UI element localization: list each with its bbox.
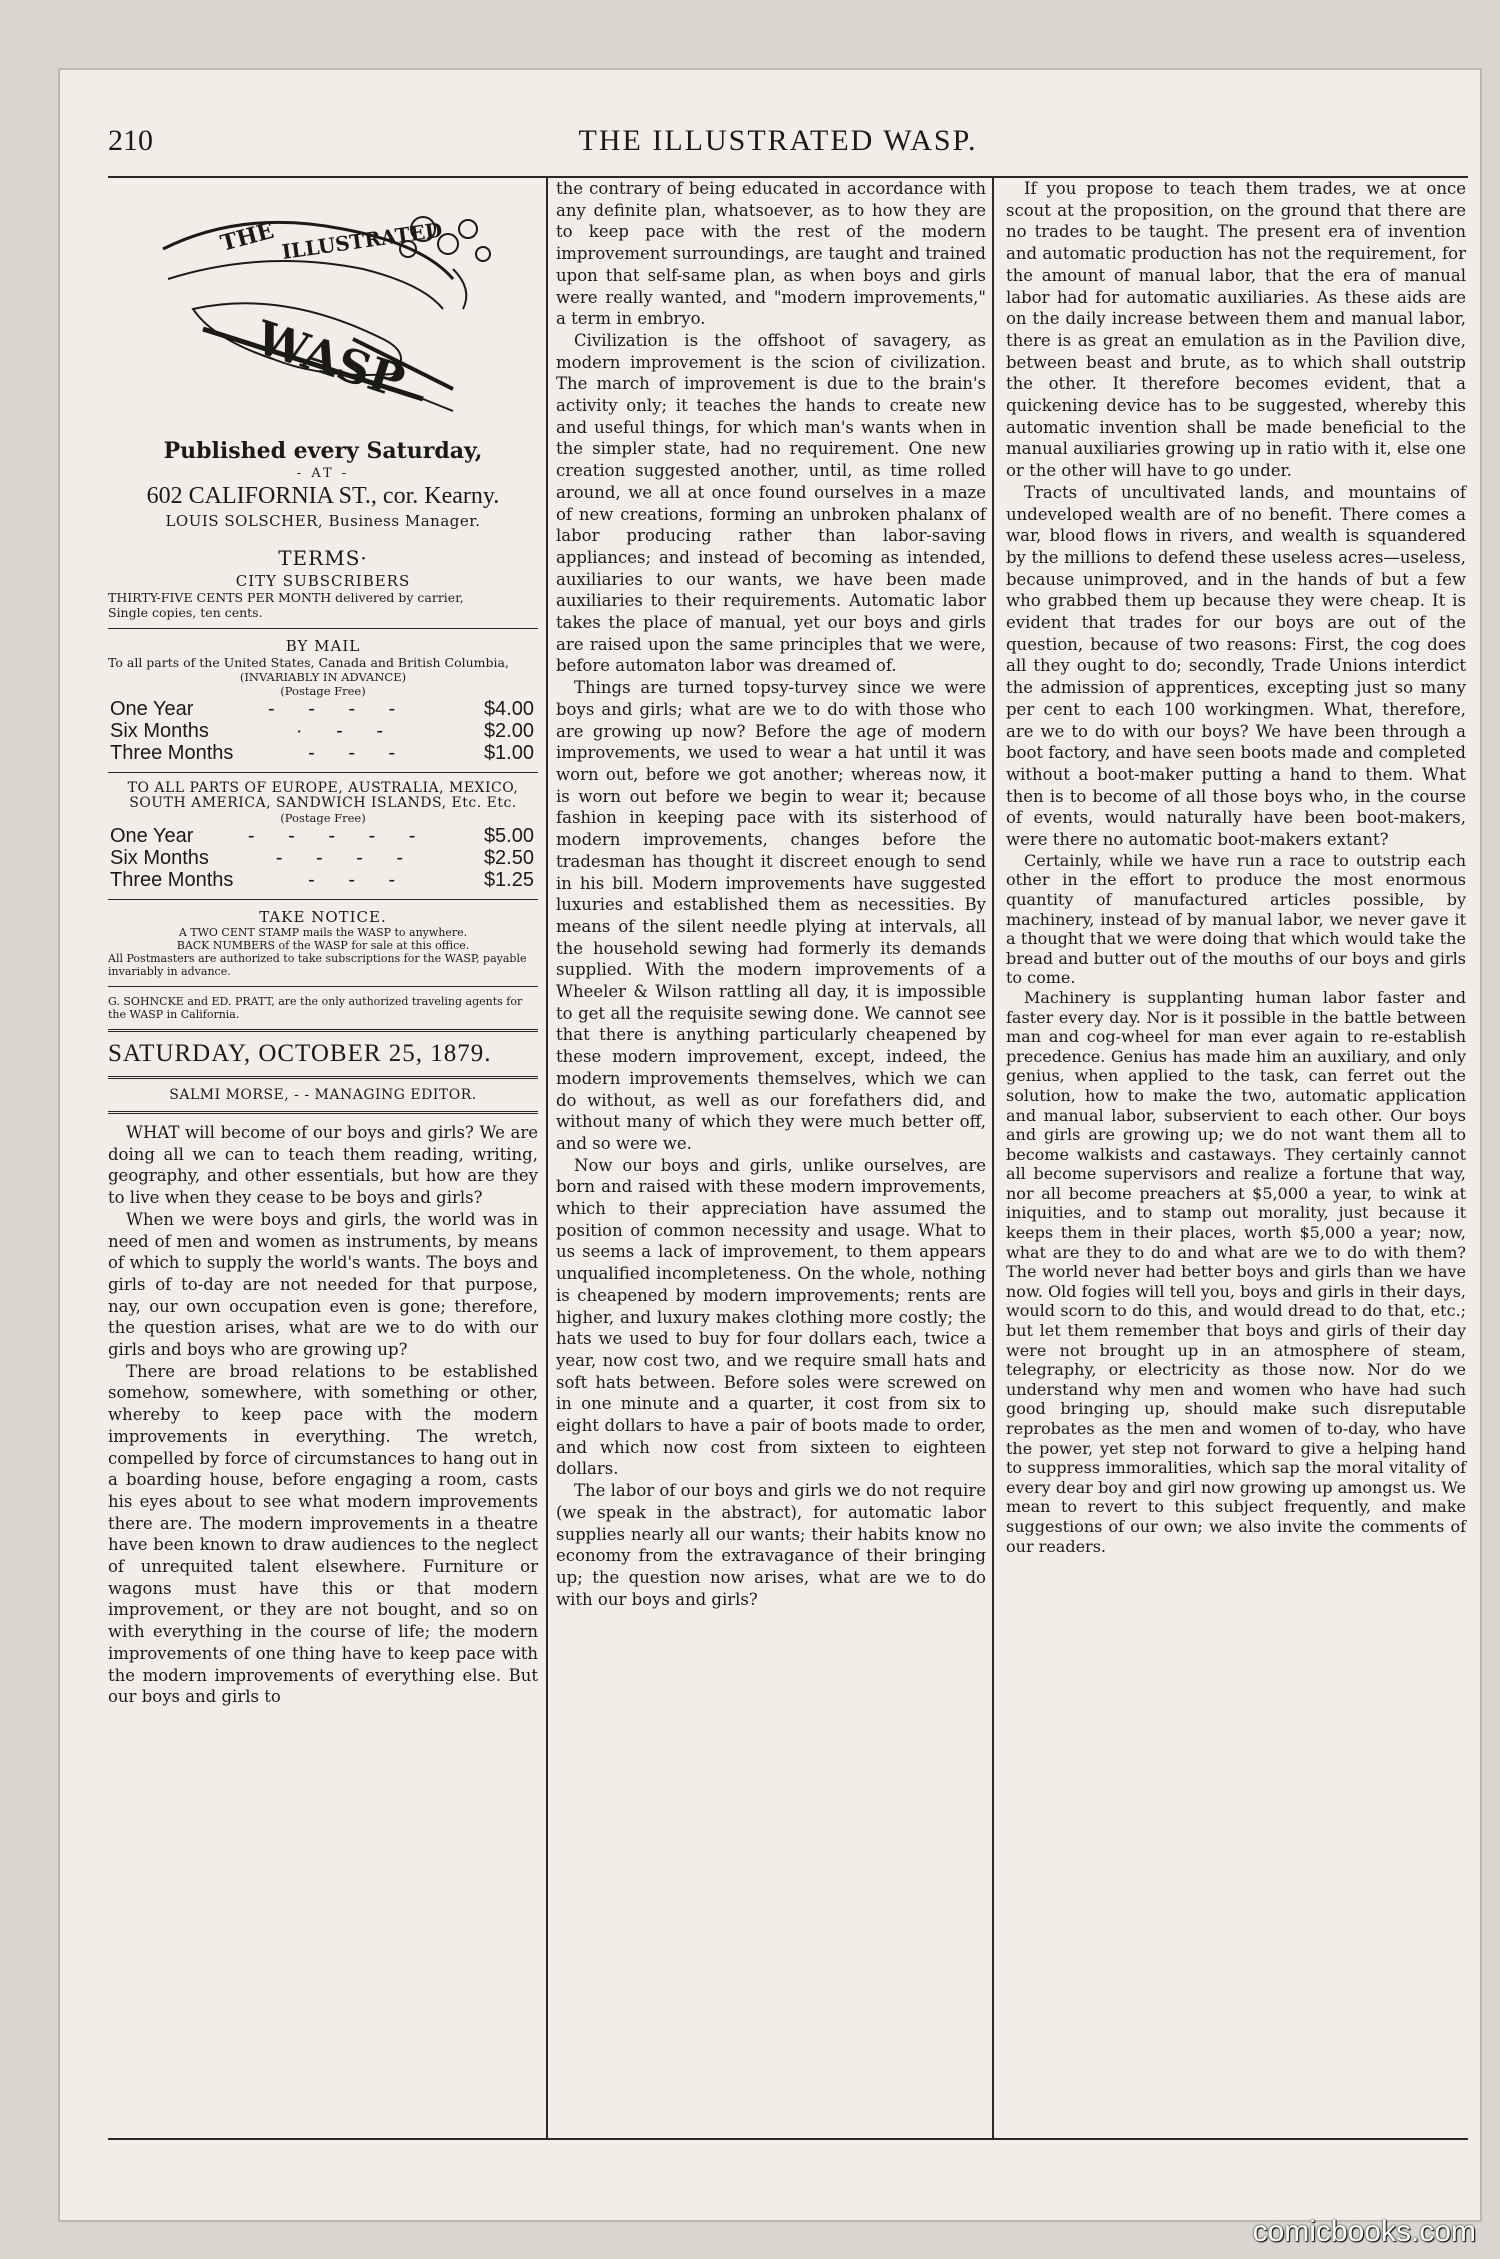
mail-heading: BY MAIL [285, 637, 361, 655]
newspaper-page [60, 70, 1480, 2220]
price-value: $5.00 [483, 825, 534, 847]
mail-advance: (INVARIABLY IN ADVANCE) [239, 670, 407, 684]
agents-notice: G. SOHNCKE and ED. PRATT, are the only authorized traveling agents for the WASP in California. [108, 995, 523, 1021]
divider [108, 899, 538, 900]
article-paragraph: There are broad relations to be established somehow, somewhere, with something or other, whereby to keep pace with the modern improvements in everything. The wretch, compelled by force of circumstances to hang out in a boarding house, before engaging a room, casts his eyes about to see what modern improvements there are. The modern improvements in a theatre have been known to draw audiences to the neglect of unrequited talent elsewhere. Furniture or wagons must have this or that modern improvement, or they are not bought, and so on with everything in the course of life; the modern improvements of one thing have to keep pace with the modern improvements of everything else. But our boys and girls to [108, 1361, 538, 1707]
price-dots: - - - - [275, 847, 418, 869]
article-paragraph: Things are turned topsy-turvey since we were boys and girls; what are we to do with those who are growing up now? Before the age of modern improvements, we used to wear a hat until it was worn out, before we got another; whereas now, it is worn out before we begin to wear it; because fashion in keeping pace with its sisterhood of modern improvements, changes before the tradesman has thought it discreet enough to send in his bill. Modern improvements have suggested luxuries and established them as necessities. By means of the silent needle plying at intervals, all the household sewing had formerly its demands supplied. With the modern improvements of a Wheeler & Wilson rattling all day, it is impossible to get all the requisite sewing done. We cannot see that there is anything particularly cheapened by these modern improvement, except, indeed, the modern improvements themselves, which we can do without, as well as our forefathers did, and without many of which they were much better off, and so were we. [556, 678, 986, 1153]
running-title: THE ILLUSTRATED WASP. [578, 124, 978, 157]
article-paragraph: If you propose to teach them trades, we at once scout at the proposition, on the ground that there are no trades to be taught. The present era of invention and automatic production has not the requirement, for the amount of manual labor, that the era of manual labor had for automatic auxiliaries. As these aids are on the daily increase between them and manual labor, there is as great an emulation as in the Pavilion dive, between beast and brute, as to which shall outstrip the other. It therefore becomes evident, that a quickening device has to be suggested, whereby this automatic invention shall be made beneficial to the manual auxiliaries growing up in ratio with it, else one or the other will have to go under. [1006, 179, 1466, 481]
published-line: Published every Saturday, [163, 438, 483, 464]
foreign-heading: TO ALL PARTS OF EUROPE, AUSTRALIA, MEXICO, SOUTH AMERICA, SANDWICH ISLANDS, Etc. Etc. [127, 780, 519, 811]
logo-illustrated: ILLUSTRATED [280, 217, 444, 264]
price-row [108, 869, 538, 891]
price-value: $2.50 [483, 847, 534, 869]
watermark: comicbooks.com [1252, 2215, 1476, 2248]
price-term: One Year [110, 698, 194, 720]
price-row [108, 847, 538, 869]
masthead-logo [108, 184, 538, 434]
price-dots: - - - - [268, 698, 410, 720]
divider [108, 1029, 538, 1032]
wasp-logo-illustration [123, 189, 523, 429]
logo-the: THE [217, 217, 277, 257]
notice-line: All Postmasters are authorized to take subscriptions for the WASP, payable invariably in advance. [108, 952, 527, 978]
price-term: Six Months [110, 720, 209, 742]
price-row [108, 698, 538, 720]
notice-line: BACK NUMBERS of the WASP for sale at this office. [176, 939, 470, 952]
foreign-postage: (Postage Free) [280, 811, 366, 825]
price-row [108, 825, 538, 847]
city-heading: CITY SUBSCRIBERS [235, 572, 411, 590]
divider [108, 986, 538, 987]
notice-title: TAKE NOTICE. [259, 908, 387, 926]
terms-title: TERMS· [278, 546, 368, 570]
price-dots: - - - - - [247, 825, 430, 847]
city-text-2: Single copies, ten cents. [108, 605, 263, 620]
price-value: $2.00 [483, 720, 534, 742]
price-dots: - - - [308, 869, 410, 891]
price-term: Six Months [110, 847, 209, 869]
notice-line: A TWO CENT STAMP mails the WASP to anywhere. [178, 926, 468, 939]
price-term: Three Months [110, 742, 234, 764]
article-paragraph: Tracts of uncultivated lands, and mountains of undeveloped wealth are of no benefit. There comes a war, blood flows in rivers, and wealth is squandered by the millions to defend these useless acres—useless, because unimproved, and in the hands of but a few who grabbed them up because they were cheap. It is evident that trades for our boys are out of the question, because of two reasons: First, the cog does all they ought to do; secondly, Trade Unions interdict the admission of apprentices, excepting just so many per cent to each 100 workingmen. What, therefore, are we to do with our boys? We have been through a boot factory, and have seen boots made and completed without a boot-maker putting a hand to them. What then is to become of all those boys who, in the course of events, would naturally have been boot-makers, were there no automatic boot-makers extant? [1006, 482, 1466, 850]
article-paragraph: Civilization is the offshoot of savagery, as modern improvement is the scion of civilization. The march of improvement is due to the brain's activity only; it teaches the hands to create new and useful things, for which man's wants when in the simpler state, had no requirement. One new creation suggested another, until, as time rolled around, we all at once found ourselves in a maze of new creations, forming an unbroken phalanx of labor producing rather than labor-saving appliances; and instead of becoming as intended, auxiliaries to our wants, we have been made auxiliaries to their requirements. Automatic labor takes the place of manual, yet our boys and girls are raised upon the same principles that we were, before automaton labor was dreamed of. [556, 330, 986, 676]
price-value: $1.00 [483, 742, 534, 764]
price-value: $4.00 [483, 698, 534, 720]
at-line: - AT - [296, 466, 350, 481]
issue-dateline: SATURDAY, OCTOBER 25, 1879. [108, 1040, 492, 1067]
article-paragraph: The labor of our boys and girls we do not require (we speak in the abstract), for automatic labor supplies nearly all our wants; their habits know no economy from the extravagance of their bringing up; the question now arises, what are we to do with our boys and girls? [556, 1481, 986, 1609]
column-1 [108, 178, 546, 2138]
business-manager: LOUIS SOLSCHER, Business Manager. [165, 512, 481, 530]
article-paragraph: WHAT will become of our boys and girls? We are doing all we can to teach them reading, writing, geography, and other essentials, but how are they to live when they cease to be boys and girls? [108, 1123, 538, 1208]
logo-wasp: WASP [249, 310, 412, 409]
city-text-1: THIRTY-FIVE CENTS PER MONTH delivered by carrier, [108, 590, 464, 605]
mail-text: To all parts of the United States, Canada and British Columbia, [108, 655, 509, 670]
article-paragraph: Certainly, while we have run a race to outstrip each other in the effort to produce the most enormous quantity of manufactured articles possible, by machinery, instead of by manual labor, we never gave it a thought that we were doing that which would take the bread and butter out of the mouths of our boys and girls to come. [1006, 850, 1466, 988]
article-paragraph: When we were boys and girls, the world was in need of men and women as instruments, by means of which to supply the world's wants. The boys and girls of to-day are not needed for that purpose, nay, our own occupation even is gone; therefore, the question arises, what are we to do with our girls and boys who are growing up? [108, 1209, 538, 1360]
article-paragraph: the contrary of being educated in accordance with any definite plan, whatsoever, as to how they are to keep pace with the rest of the modern improvement surroundings, are taught and trained upon that self-same plan, as when boys and girls were really wanted, and "modern improvements," a term in embryo. [556, 179, 986, 329]
column-rule [992, 178, 994, 2138]
domestic-price-list [108, 698, 538, 764]
column-2 [548, 178, 992, 2138]
office-address: 602 CALIFORNIA ST., cor. Kearny. [146, 483, 500, 509]
price-dots: · - - [295, 720, 397, 742]
article-paragraph: Machinery is supplanting human labor faster and faster every day. Nor is it possible in the battle between man and cog-wheel for man ever again to re-establish precedence. Genius has made him an auxiliary, and only genius, when applied to the task, can ferret out the solution, how to make the two, automatic application and manual labor, subservient to each other. Our boys and girls are growing up; we do not want them all to become walkists and castaways. They certainly cannot all become supervisors and realize a fortune that way, nor all become preachers at $5,000 a year, to wink at iniquities, and to stamp out morality, just because it keeps them in their places, worth $5,000 a year; now, what are they to do and what are we to do with them? The world never had better boys and girls than we have now. Old fogies will tell you, boys and girls in their days, would scorn to do this, and would dread to do that, etc.; but let them remember that boys and girls of their day were not brought up in an atmosphere of steam, telegraphy, or electricity as those now. Nor do we understand why men and women who have had such good bringing up, should make such disreputable reprobates as the men and women of to-day, who have the power, yet step not forward to give a helping hand to suppress immoralities, which sap the moral vitality of every dear boy and girl now growing up amongst us. We mean to revert to this subject frequently, and make suggestions of our own; we also invite the comments of our readers. [1006, 987, 1466, 1556]
foreign-price-list [108, 825, 538, 891]
price-term: Three Months [110, 869, 234, 891]
price-value: $1.25 [483, 869, 534, 891]
price-term: One Year [110, 825, 194, 847]
editor-line: SALMI MORSE, - - MANAGING EDITOR. [169, 1087, 477, 1103]
mail-postage: (Postage Free) [280, 684, 366, 698]
column-3 [998, 178, 1470, 2138]
column-frame [108, 176, 1468, 2140]
page-header [108, 116, 1468, 166]
price-dots: - - - [308, 742, 410, 764]
price-row [108, 742, 538, 764]
divider [108, 628, 538, 629]
article-paragraph: Now our boys and girls, unlike ourselves, are born and raised with these modern improvements, which to their appreciation have assumed the position of common necessity and usage. What to us seems a lack of improvement, to them appears unqualified incompleteness. On the whole, nothing is cheapened by modern improvements; rents are higher, and luxury makes clothing more costly; the hats we used to buy for four dollars each, twice a year, now cost two, and we require small hats and soft hats between. Before soles were screwed on in one minute and a quarter, it cost from six to eight dollars to have a pair of boots made to order, and which now cost from sixteen to eighteen dollars. [556, 1155, 986, 1479]
divider [108, 772, 538, 773]
page-number: 210 [108, 124, 153, 157]
price-row [108, 720, 538, 742]
divider [108, 1076, 538, 1079]
divider [108, 1111, 538, 1114]
